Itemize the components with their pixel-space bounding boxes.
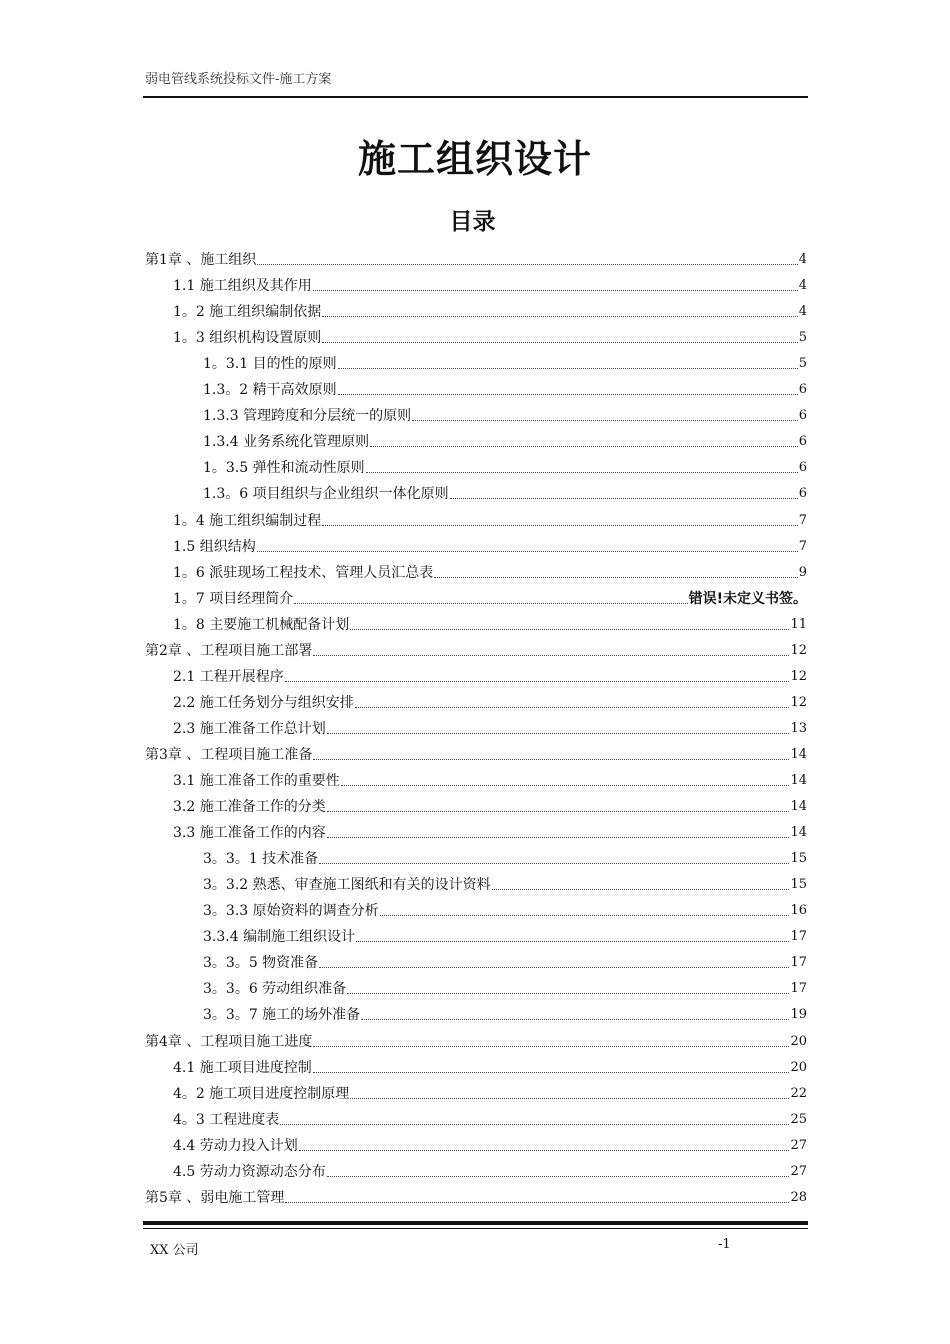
toc-entry[interactable] — [203, 975, 807, 999]
toc-entry-label: 1。2 施工组织编制依据 — [173, 304, 322, 321]
toc-entry-label: 1.3。6 项目组织与企业组织一体化原则 — [203, 486, 449, 503]
toc-entry[interactable] — [203, 845, 807, 869]
toc-entry[interactable] — [173, 533, 807, 557]
toc-entry[interactable] — [173, 1080, 807, 1104]
toc-dot-leader — [313, 655, 789, 656]
toc-entry-page: 6 — [798, 486, 807, 502]
toc-entry[interactable] — [173, 611, 807, 635]
toc-entry[interactable] — [203, 376, 807, 400]
toc-entry-label: 3.3 施工准备工作的内容 — [173, 825, 326, 842]
toc-entry-label: 1。8 主要施工机械配备计划 — [173, 616, 350, 633]
toc-entry-label: 3。3。5 物资准备 — [203, 955, 319, 972]
toc-entry-page: 6 — [798, 408, 807, 424]
toc-dot-leader — [412, 420, 798, 421]
toc-dot-leader — [434, 577, 797, 578]
toc-entry-page: 5 — [798, 356, 807, 372]
toc-entry[interactable] — [145, 1184, 807, 1208]
toc-entry[interactable] — [173, 793, 807, 817]
toc-entry-label: 1。7 项目经理简介 — [173, 590, 294, 607]
toc-entry-page: 14 — [790, 746, 807, 762]
toc-dot-leader — [322, 525, 797, 526]
toc-entry[interactable] — [203, 871, 807, 895]
toc-dot-leader — [338, 394, 798, 395]
toc-dot-leader — [313, 759, 789, 760]
toc-dot-leader — [327, 837, 790, 838]
toc-entry-page: 17 — [790, 955, 807, 971]
toc-entry-page: 11 — [790, 616, 807, 632]
toc-dot-leader — [327, 811, 790, 812]
toc-entry-label: 3.1 施工准备工作的重要性 — [173, 773, 340, 789]
toc-entry-label: 2.1 工程开展程序 — [173, 668, 284, 685]
toc-dot-leader — [313, 290, 798, 291]
toc-dot-leader — [322, 342, 797, 343]
toc-entry-page: 25 — [790, 1111, 807, 1127]
toc-dot-leader — [366, 472, 798, 473]
toc-entry-label: 3。3。6 劳动组织准备 — [203, 981, 347, 998]
toc-entry[interactable] — [145, 637, 807, 661]
toc-entry-label: 4.4 劳动力投入计划 — [173, 1137, 298, 1154]
toc-entry-page: 16 — [790, 903, 807, 919]
toc-dot-leader — [280, 1124, 789, 1125]
toc-entry-page: 6 — [798, 382, 807, 398]
running-header: 弱电管线系统投标文件-施工方案 — [145, 72, 332, 87]
toc-dot-leader — [257, 551, 798, 552]
toc-entry-page: 19 — [790, 1007, 807, 1023]
toc-entry-label: 4.5 劳动力资源动态分布 — [173, 1163, 326, 1180]
toc-entry[interactable] — [173, 585, 807, 609]
toc-dot-leader — [341, 785, 790, 786]
toc-entry[interactable] — [203, 949, 807, 973]
toc-dot-leader — [319, 863, 789, 864]
toc-dot-leader — [380, 915, 790, 916]
footer-page-number: -1 — [718, 1237, 731, 1252]
toc-entry[interactable] — [173, 559, 807, 583]
toc-dot-leader — [327, 1176, 790, 1177]
toc-entry-label: 第3章 、工程项目施工准备 — [145, 746, 313, 763]
toc-entry-label: 3。3。1 技术准备 — [203, 851, 319, 868]
toc-dot-leader — [294, 603, 687, 604]
toc-entry[interactable] — [173, 663, 807, 687]
toc-dot-leader — [313, 1046, 789, 1047]
toc-entry[interactable] — [173, 1158, 807, 1182]
toc-entry[interactable] — [203, 897, 807, 921]
toc-entry[interactable] — [203, 402, 807, 426]
toc-entry-page: 6 — [798, 434, 807, 450]
toc-entry-page: 12 — [790, 642, 807, 658]
toc-dot-leader — [338, 368, 798, 369]
toc-entry-page: 17 — [790, 929, 807, 945]
toc-entry-page: 4 — [798, 304, 807, 320]
toc-heading: 目录 — [449, 209, 496, 235]
toc-entry-label: 1.5 组织结构 — [173, 538, 256, 555]
toc-entry[interactable] — [203, 428, 807, 452]
toc-entry-label: 3.2 施工准备工作的分类 — [173, 799, 326, 816]
toc-entry-label: 1.3.4 业务系统化管理原则 — [203, 434, 370, 451]
toc-entry[interactable] — [173, 689, 807, 713]
toc-dot-leader — [356, 941, 789, 942]
toc-entry-label: 1。3.5 弹性和流动性原则 — [203, 460, 365, 477]
toc-entry[interactable] — [173, 1106, 807, 1130]
toc-entry-page: 12 — [790, 694, 807, 710]
toc-dot-leader — [355, 707, 790, 708]
toc-entry-label: 3。3.3 原始资料的调查分析 — [203, 903, 379, 920]
toc-entry-label: 3.3.4 编制施工组织设计 — [203, 929, 356, 946]
toc-dot-leader — [322, 316, 797, 317]
toc-entry-page: 4 — [798, 278, 807, 294]
toc-entry-page: 7 — [798, 512, 807, 528]
toc-entry-page: 15 — [790, 877, 807, 893]
toc-dot-leader — [257, 264, 797, 265]
toc-entry[interactable] — [173, 767, 807, 791]
toc-dot-leader — [361, 1019, 789, 1020]
toc-dot-leader — [285, 1202, 789, 1203]
footer-company: XX 公司 — [150, 1243, 199, 1258]
toc-entry-page: 7 — [798, 538, 807, 554]
toc-entry-page: 22 — [790, 1085, 807, 1101]
toc-entry-label: 1。4 施工组织编制过程 — [173, 512, 322, 529]
toc-entry-page: 27 — [790, 1137, 807, 1153]
toc-entry-page: 14 — [790, 773, 807, 788]
toc-dot-leader — [370, 446, 798, 447]
toc-entry-label: 4.1 施工项目进度控制 — [173, 1059, 312, 1076]
toc-entry-label: 第5章 、弱电施工管理 — [145, 1189, 285, 1206]
toc-entry-page: 20 — [790, 1033, 807, 1049]
toc-entry-error-text: 错误!未定义书签。 — [688, 590, 807, 607]
toc-dot-leader — [347, 993, 789, 994]
toc-dot-leader — [492, 889, 790, 890]
toc-entry-label: 第2章 、工程项目施工部署 — [145, 642, 313, 659]
toc-entry-page: 15 — [790, 851, 807, 867]
toc-entry-page: 4 — [798, 252, 807, 267]
toc-entry[interactable] — [173, 507, 807, 531]
toc-entry[interactable] — [173, 1054, 807, 1078]
toc-entry[interactable] — [173, 324, 807, 348]
toc-entry-page: 9 — [798, 564, 807, 580]
toc-entry-label: 4。3 工程进度表 — [173, 1111, 280, 1128]
toc-entry-label: 3。3.2 熟悉、审查施工图纸和有关的设计资料 — [203, 877, 491, 894]
toc-entry-page: 6 — [798, 460, 807, 476]
toc-entry-label: 4。2 施工项目进度控制原理 — [173, 1085, 350, 1102]
toc-entry[interactable] — [145, 246, 807, 270]
toc-dot-leader — [313, 1072, 790, 1073]
toc-entry[interactable] — [173, 1132, 807, 1156]
toc-entry-page: 13 — [790, 720, 807, 736]
toc-entry-label: 1.3.3 管理跨度和分层统一的原则 — [203, 408, 412, 425]
toc-entry-label: 3。3。7 施工的场外准备 — [203, 1007, 361, 1024]
toc-entry-label: 1.3。2 精干高效原则 — [203, 382, 337, 399]
toc-dot-leader — [285, 681, 790, 682]
toc-entry-label: 1.1 施工组织及其作用 — [173, 278, 312, 295]
toc-entry-page: 14 — [790, 799, 807, 815]
toc-entry-label: 2.2 施工任务划分与组织安排 — [173, 694, 354, 711]
toc-entry[interactable] — [173, 819, 807, 843]
toc-entry-label: 2.3 施工准备工作总计划 — [173, 720, 326, 737]
toc-dot-leader — [350, 629, 789, 630]
toc-entry[interactable] — [203, 350, 807, 374]
toc-entry[interactable] — [203, 480, 807, 504]
toc-dot-leader — [319, 967, 789, 968]
toc-entry-page: 20 — [790, 1059, 807, 1075]
toc-entry[interactable] — [203, 1001, 807, 1025]
toc-dot-leader — [327, 733, 790, 734]
toc-entry-page: 12 — [790, 668, 807, 684]
toc-entry[interactable] — [145, 1028, 807, 1052]
toc-dot-leader — [299, 1150, 790, 1151]
toc-entry-page: 5 — [798, 330, 807, 346]
toc-entry-page: 27 — [790, 1163, 807, 1179]
footer-divider-thin — [143, 1228, 808, 1229]
toc-entry-label: 1。6 派驻现场工程技术、管理人员汇总表 — [173, 564, 434, 581]
toc-entry[interactable] — [173, 715, 807, 739]
toc-entry-page: 17 — [790, 981, 807, 997]
document-title: 施工组织设计 — [357, 137, 592, 181]
toc-entry[interactable] — [173, 272, 807, 296]
toc-entry[interactable] — [145, 741, 807, 765]
toc-entry-label: 1。3 组织机构设置原则 — [173, 330, 322, 347]
toc-entry-label: 1。3.1 目的性的原则 — [203, 356, 337, 373]
toc-dot-leader — [350, 1098, 789, 1099]
toc-entry-page: 14 — [790, 825, 807, 841]
toc-entry[interactable] — [203, 454, 807, 478]
toc-entry-label: 第4章 、工程项目施工进度 — [145, 1033, 313, 1050]
toc-entry[interactable] — [203, 923, 807, 947]
footer-divider-thick — [143, 1221, 808, 1225]
toc-entry-page: 28 — [790, 1189, 807, 1205]
header-divider — [143, 96, 808, 98]
toc-dot-leader — [450, 498, 798, 499]
toc-entry-label: 第1章 、施工组织 — [145, 252, 257, 268]
toc-entry[interactable] — [173, 298, 807, 322]
